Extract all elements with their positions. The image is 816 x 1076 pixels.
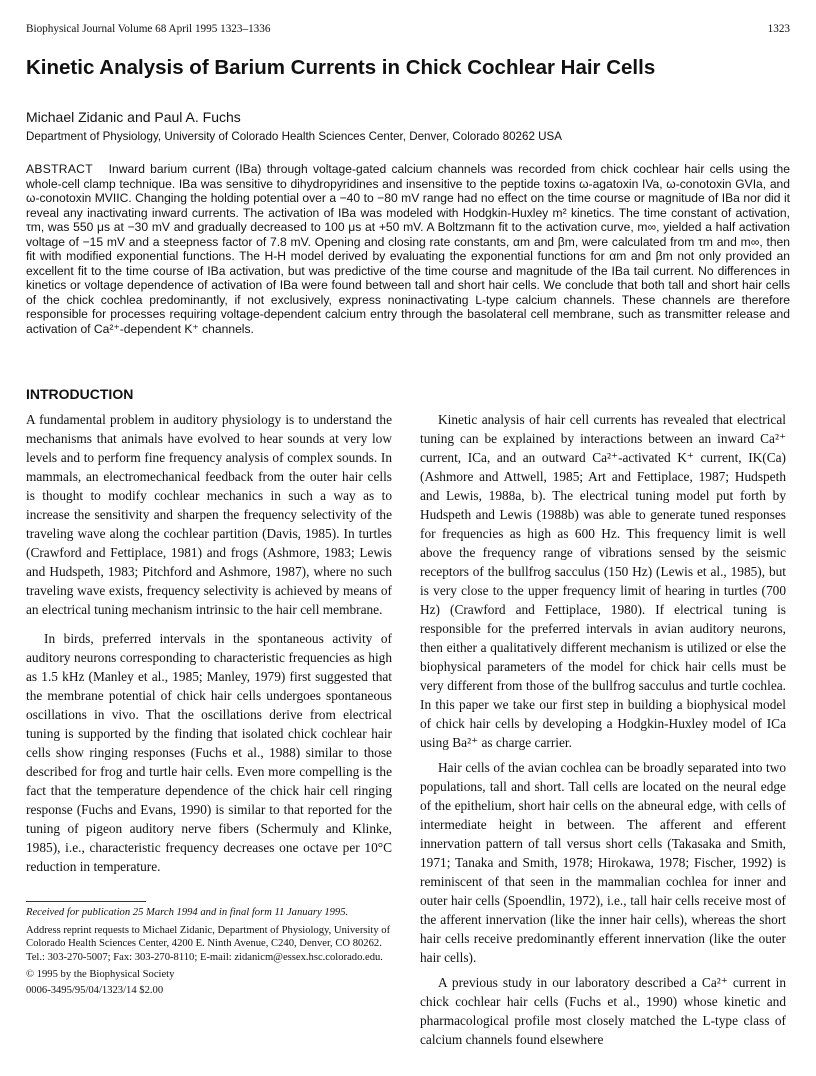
authors: Michael Zidanic and Paul A. Fuchs <box>26 109 241 125</box>
article-title: Kinetic Analysis of Barium Currents in Chick Cochlear Hair Cells <box>26 56 656 79</box>
abstract-text: Inward barium current (IBa) through voltage-gated calcium channels was recorded from chick cochlear hair cells using the whole-cell clamp technique. IBa was sensitive to dihydropyridines and insensitive to the peptide toxins ω-agatoxin IVa, ω-conotoxin GVIa, and ω-conotoxin MVIIC. Changing the holding potential over a −40 to −80 mV range had no effect on the time course or magnitude of IBa nor did it reveal any inactivating inward currents. The activation of IBa was modeled with Hodgkin-Huxley m² kinetics. The time constant of activation, τm, was 550 μs at −30 mV and gradually decreased to 100 μs at +50 mV. A Boltzmann fit to the activation curve, m∞, yielded a half activation voltage of −15 mV and a steepness factor of 7.8 mV. Opening and closing rate constants, αm and βm, were calculated from τm and m∞, then fit with modified exponential functions. The H-H model derived by evaluating the exponential functions for αm and βm not only provided an excellent fit to the time course of IBa activation, but was predictive of the time course and magnitude of the IBa tail current. No differences in kinetics or voltage dependence of activation of IBa were found between tall and short hair cells. We conclude that both tall and short hair cells of the chick cochlea predominantly, if not exclusively, express noninactivating L-type calcium channels. These channels are therefore responsible for processes requiring voltage-dependent calcium entry through the basolateral cell membrane, such as transmitter release and activation of Ca²⁺-dependent K⁺ channels. <box>26 162 790 336</box>
running-head <box>26 23 790 39</box>
footnotes <box>26 906 392 997</box>
body-paragraph: A previous study in our laboratory described a Ca²⁺ current in chick cochlear hair cells (Fuchs et al., 1990) whose kinetic and pharmacological profile most closely matched the L-type class of calcium channels found elsewhere <box>420 975 786 1047</box>
article-identifier: 0006-3495/95/04/1323/14 $2.00 <box>26 984 164 996</box>
journal-citation: Biophysical Journal Volume 68 April 1995 1323–1336 <box>26 23 271 35</box>
right-column <box>420 410 786 1049</box>
received-note: Received for publication 25 March 1994 and in final form 11 January 1995. <box>26 907 349 918</box>
left-column <box>26 410 392 876</box>
copyright-notice: © 1995 by the Biophysical Society <box>26 969 175 980</box>
body-paragraph: In birds, preferred intervals in the spontaneous activity of auditory neurons corresponding to characteristic frequencies as high as 1.5 kHz (Manley et al., 1985; Manley, 1979) first suggested that the membrane potential of chick hair cells undergoes spontaneous oscillations in vivo. That the oscillations derive from electrical tuning is supported by the finding that isolated chick cochlear hair cells show ringing responses (Fuchs et al., 1988) similar to those described for frog and turtle hair cells. Even more compelling is the fact that the temperature dependence of the chick hair cell ringing response (Fuchs and Evans, 1990) is similar to that reported for the tuning of pigeon auditory nerve fibers (Schermuly and Klinke, 1985), i.e., characteristic frequency decreases one octave per 10°C reduction in temperature. <box>26 631 392 874</box>
introduction-heading: INTRODUCTION <box>26 386 134 402</box>
body-paragraph: A fundamental problem in auditory physiology is to understand the mechanisms that animals have evolved to hear sounds at very low levels and to perform fine frequency analysis of complex sounds. In mammals, an electromechanical feedback from the outer hair cells is thought to modify cochlear mechanics in such a way as to increase the sensitivity and sharpen the frequency selectivity of the traveling wave along the cochlear partition (Davis, 1985). In turtles (Crawford and Fettiplace, 1981) and frogs (Ashmore, 1983; Lewis and Hudspeth, 1983; Pitchford and Ashmore, 1987), where no such traveling wave exists, frequency selectivity is achieved by means of an electrical tuning mechanism intrinsic to the hair cell membrane. <box>26 412 392 617</box>
footnote-divider <box>26 901 146 902</box>
reprint-address: Address reprint requests to Michael Zidanic, Department of Physiology, University of Colorado Health Sciences Center, 4200 E. Ninth Avenue, C240, Denver, CO 80262. Tel.: 303-270-5007; Fax: 303-270-8110; E-mail: zidanicm@essex.hsc.colorado.edu. <box>26 924 391 963</box>
body-paragraph: Hair cells of the avian cochlea can be broadly separated into two populations, tall and short. Tall cells are located on the neural edge of the epithelium, short hair cells on the abneural edge, with cells of intermediate height in between. The afferent and efferent innervation pattern of tall versus short cells (Takasaka and Smith, 1971; Tanaka and Smith, 1978; Hirokawa, 1978; Fischer, 1992) is reminiscent of that seen in the mammalian cochlea for inner and outer hair cells (Spoendlin, 1972), i.e., tall hair cells receive most of the afferent innervation (like the inner hair cells), whereas the short hair cells receive predominantly efferent innervation (like the outer hair cells). <box>420 760 786 965</box>
body-paragraph: Kinetic analysis of hair cell currents has revealed that electrical tuning can be explained by interactions between an inward Ca²⁺ current, ICa, and an outward Ca²⁺-activated K⁺ current, IK(Ca) (Ashmore and Attwell, 1985; Art and Fettiplace, 1987; Hudspeth and Lewis, 1988a, b). The electrical tuning model put forth by Hudspeth and Lewis (1988b) was able to generate tuned responses for frequencies as high as 600 Hz. This frequency limit is well above the frequency range of vibrations sensed by the seismic receptors of the bullfrog sacculus (150 Hz) (Lewis et al., 1985), but is very close to the upper frequency limit of hearing in turtles (700 Hz) (Crawford and Fettiplace, 1980). If electrical tuning is responsible for the preferred intervals in avian auditory neurons, then either a qualitatively different mechanism is utilized or else the biophysical parameters of the model for chick hair cells must be very different from those of the bullfrog sacculus and turtle cochlea. In this paper we take our first step in building a biophysical model of chick hair cells by developing a Hodgkin-Huxley model of ICa using Ba²⁺ as charge carrier. <box>420 412 786 750</box>
abstract-label: ABSTRACT <box>26 162 93 176</box>
affiliation: Department of Physiology, University of Colorado Health Sciences Center, Denver, Colorado 80262 USA <box>26 130 562 143</box>
abstract <box>26 162 790 336</box>
page-number: 1323 <box>767 23 790 35</box>
